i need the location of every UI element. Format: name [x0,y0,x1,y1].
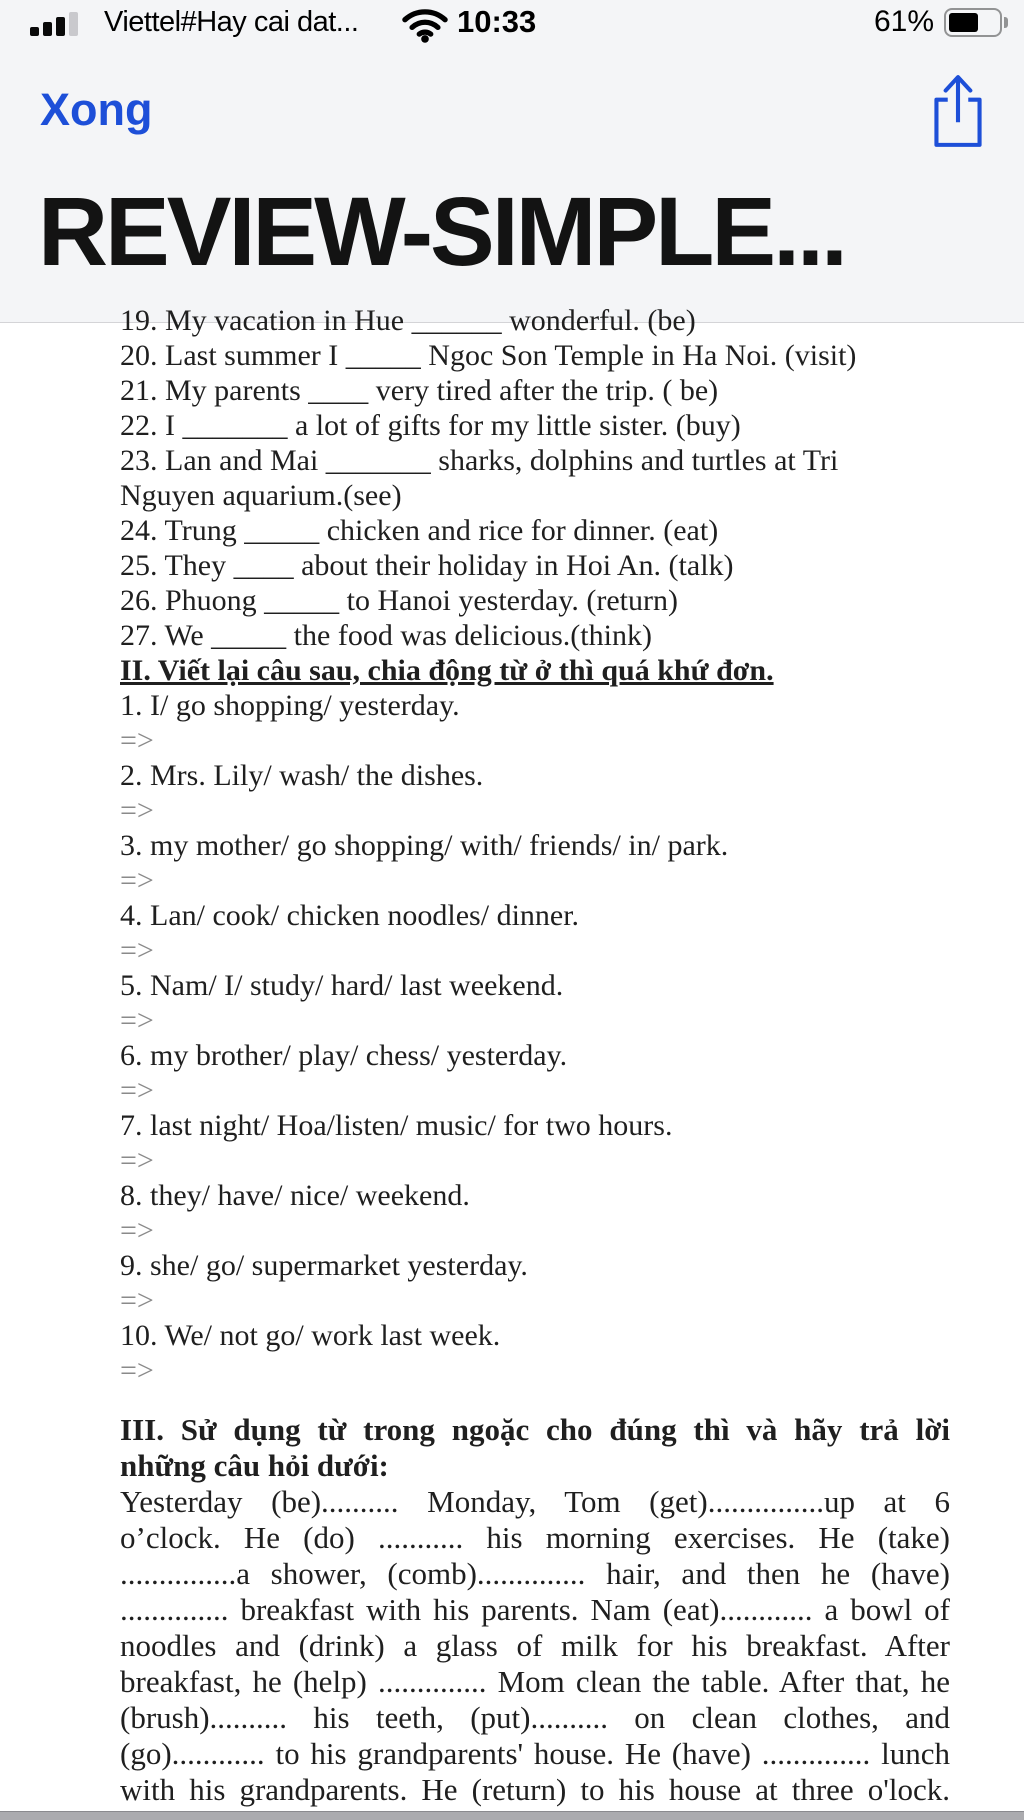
exercise-item: 9. she/ go/ supermarket yesterday. [120,1249,528,1282]
exercise-line: 22. I _______ a lot of gifts for my little sister. (buy) [120,409,741,442]
paragraph-line: breakfast, he (help) .............. Mom clean the table. After that, he [120,1664,950,1699]
answer-arrow-line: => [120,934,154,967]
answer-arrow-line: => [120,794,154,827]
share-icon [927,72,989,150]
paragraph-line: .............. breakfast with his parents. Nam (eat)............ a bowl of [120,1592,950,1627]
exercise-line: 25. They ____ about their holiday in Hoi An. (talk) [120,549,734,582]
paragraph-line: with his grandparents. He (return) to his house at three o'lock. [120,1772,950,1807]
section-3-heading-line2: những câu hỏi dưới: [120,1448,389,1483]
paragraph-line: Yesterday (be).......... Monday, Tom (get)...............up at 6 [120,1484,950,1519]
exercise-line: 23. Lan and Mai _______ sharks, dolphins and turtles at Tri [120,444,839,477]
page-bottom-bar [0,1811,1024,1820]
section-1-exercise-lines [120,303,950,653]
battery-icon [944,8,1002,37]
cellular-signal-icon [30,11,78,36]
wifi-icon [402,8,448,43]
exercise-item: 4. Lan/ cook/ chicken noodles/ dinner. [120,899,580,932]
document-content [0,303,1024,1808]
exercise-item: 8. they/ have/ nice/ weekend. [120,1179,470,1212]
exercise-line: 19. My vacation in Hue ______ wonderful. (be) [120,304,696,337]
carrier-label: Viettel#Hay cai dat... [104,6,359,38]
exercise-line: Nguyen aquarium.(see) [120,479,402,512]
exercise-line: 26. Phuong _____ to Hanoi yesterday. (return) [120,584,678,617]
answer-arrow-line: => [120,1004,154,1037]
paragraph-line: o’clock. He (do) ........... his morning exercises. He (take) [120,1520,950,1555]
paragraph-line: ...............a shower, (comb).............. hair, and then he (have) [120,1556,950,1591]
section-3-paragraph [120,1484,950,1808]
section-3 [120,1412,950,1808]
exercise-item: 2. Mrs. Lily/ wash/ the dishes. [120,759,484,792]
exercise-line: 20. Last summer I _____ Ngoc Son Temple in Ha Noi. (visit) [120,339,857,372]
battery-nub [1004,17,1008,28]
section-3-heading-line1: III. Sử dụng từ trong ngoặc cho đúng thì và hãy trả lời [120,1412,950,1447]
document-viewer-header [0,0,1024,322]
battery-percent-label: 61% [873,5,934,38]
answer-arrow-line: => [120,1284,154,1317]
done-button[interactable]: Xong [40,84,153,135]
answer-arrow-line: => [120,724,154,757]
section-2-heading: II. Viết lại câu sau, chia động từ ở thì quá khứ đơn. [120,654,774,687]
exercise-item: 1. I/ go shopping/ yesterday. [120,689,460,722]
exercise-item: 6. my brother/ play/ chess/ yesterday. [120,1039,568,1072]
document-page[interactable] [0,304,1024,1811]
battery-fill [949,13,978,32]
share-button[interactable] [926,72,990,152]
exercise-line: 21. My parents ____ very tired after the trip. ( be) [120,374,719,407]
answer-arrow-line: => [120,1144,154,1177]
exercise-line: 24. Trung _____ chicken and rice for dinner. (eat) [120,514,719,547]
battery-status [874,5,1008,39]
status-bar [0,0,1024,44]
exercise-line: 27. We _____ the food was delicious.(think) [120,619,652,652]
answer-arrow-line: => [120,1214,154,1247]
exercise-item: 7. last night/ Hoa/listen/ music/ for two hours. [120,1109,673,1142]
document-title: REVIEW-SIMPLE... [38,177,845,286]
exercise-item: 10. We/ not go/ work last week. [120,1319,501,1352]
exercise-item: 3. my mother/ go shopping/ with/ friends/ in/ park. [120,829,729,862]
exercise-item: 5. Nam/ I/ study/ hard/ last weekend. [120,969,564,1002]
answer-arrow-line: => [120,1074,154,1107]
answer-arrow-line: => [120,864,154,897]
answer-arrow-line: => [120,1354,154,1387]
paragraph-line: (brush).......... his teeth, (put).......... on clean clothes, and [120,1700,950,1735]
section-2-items [120,688,950,1388]
clock-time: 10:33 [457,4,537,39]
paragraph-line: noodles and (drink) a glass of milk for his breakfast. After [120,1628,950,1663]
paragraph-line: (go)............ to his grandparents' house. He (have) .............. lunch [120,1736,950,1771]
